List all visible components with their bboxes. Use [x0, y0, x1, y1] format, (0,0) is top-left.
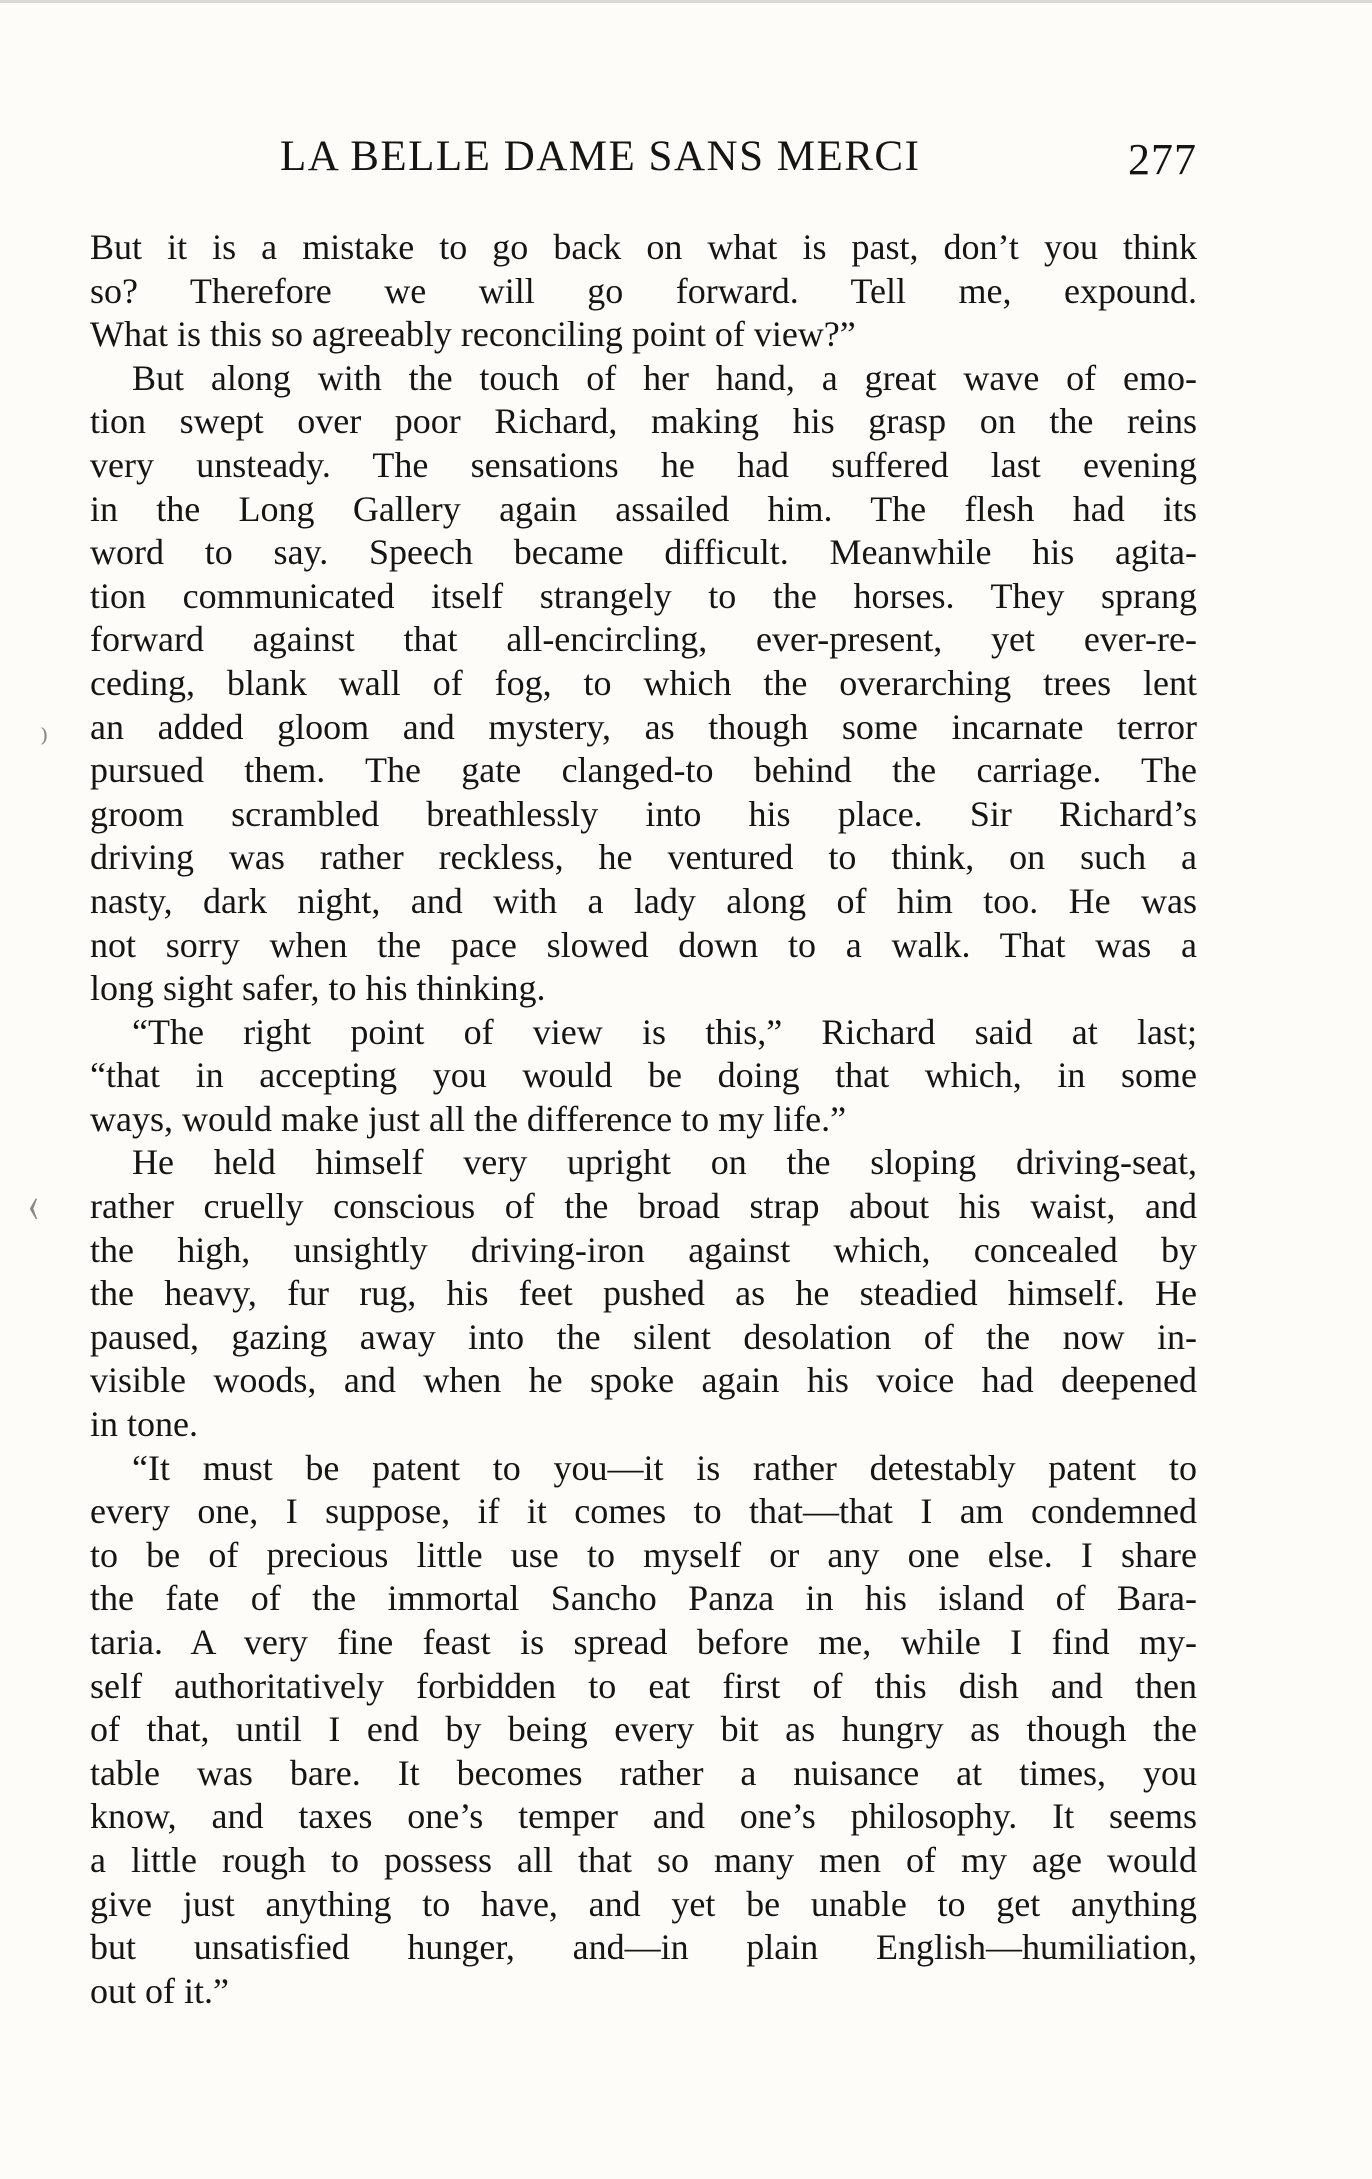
text-line: groom scrambled breathlessly into his place. Sir Richard’s	[90, 793, 1197, 834]
text-line: the high, unsightly driving-iron against which, concealed by	[90, 1229, 1197, 1270]
text-line: pursued them. The gate clanged-to behind the carriage. The	[90, 750, 1197, 791]
text-line: every one, I suppose, if it comes to that—that I am condemned	[90, 1491, 1197, 1532]
running-head: LA BELLE DAME SANS MERCI	[280, 133, 921, 180]
text-line: “that in accepting you would be doing that which, in some	[90, 1055, 1197, 1096]
text-line: not sorry when the pace slowed down to a walk. That was a	[90, 924, 1197, 965]
text-line: a little rough to possess all that so many men of my age would	[90, 1839, 1197, 1880]
text-line: “It must be patent to you—it is rather detestably patent to	[132, 1447, 1197, 1488]
text-line: an added gloom and mystery, as though some incarnate terror	[90, 706, 1197, 747]
body-text	[90, 226, 1197, 2013]
text-line: know, and taxes one’s temper and one’s philosophy. It seems	[90, 1796, 1197, 1837]
text-line: tion swept over poor Richard, making his grasp on the reins	[90, 401, 1197, 442]
text-line: out of it.”	[90, 1970, 229, 2011]
text-line: self authoritatively forbidden to eat first of this dish and then	[90, 1665, 1197, 1706]
text-line: ceding, blank wall of fog, to which the overarching trees lent	[90, 662, 1197, 703]
text-line: give just anything to have, and yet be unable to get anything	[90, 1883, 1197, 1924]
page-header	[90, 132, 1197, 188]
text-line: word to say. Speech became difficult. Meanwhile his agita-	[90, 532, 1197, 573]
text-line: very unsteady. The sensations he had suffered last evening	[90, 444, 1197, 485]
text-line: But it is a mistake to go back on what is past, don’t you think	[90, 227, 1197, 267]
text-line: taria. A very fine feast is spread before me, while I find my-	[90, 1622, 1197, 1662]
text-line: table was bare. It becomes rather a nuisance at times, you	[90, 1752, 1197, 1793]
text-line: ways, would make just all the difference to my life.”	[90, 1098, 847, 1139]
text-line: visible woods, and when he spoke again his voice had deepened	[90, 1360, 1197, 1401]
text-line: But along with the touch of her hand, a great wave of emo-	[132, 357, 1197, 398]
text-line: to be of precious little use to myself or any one else. I share	[90, 1534, 1197, 1575]
text-line: forward against that all-encircling, ever-present, yet ever-re-	[90, 619, 1197, 660]
text-line: He held himself very upright on the sloping driving-seat,	[132, 1142, 1197, 1183]
text-line: What is this so agreeably reconciling point of view?”	[90, 314, 856, 355]
text-line: so? Therefore we will go forward. Tell me, expound.	[90, 270, 1197, 311]
text-line: long sight safer, to his thinking.	[90, 968, 546, 1009]
text-line: in the Long Gallery again assailed him. The flesh had its	[90, 488, 1197, 529]
text-line: rather cruelly conscious of the broad strap about his waist, and	[90, 1186, 1197, 1227]
text-line: but unsatisfied hunger, and—in plain English—humiliation,	[90, 1927, 1197, 1968]
text-line: in tone.	[90, 1404, 198, 1445]
text-line: nasty, dark night, and with a lady along of him too. He was	[90, 880, 1197, 921]
text-line: of that, until I end by being every bit as hungry as though the	[90, 1709, 1197, 1750]
text-line: paused, gazing away into the silent desolation of the now in-	[90, 1316, 1197, 1357]
text-line: driving was rather reckless, he ventured to think, on such a	[90, 837, 1197, 878]
margin-mark: ‹	[28, 1174, 40, 1234]
page-number: 277	[1128, 135, 1197, 184]
margin-mark: ⁾	[40, 724, 49, 761]
text-line: the fate of the immortal Sancho Panza in his island of Bara-	[90, 1578, 1197, 1619]
text-line: tion communicated itself strangely to the horses. They sprang	[90, 575, 1197, 616]
page-top-edge	[0, 0, 1372, 3]
text-line: “The right point of view is this,” Richard said at last;	[132, 1011, 1197, 1052]
text-line: the heavy, fur rug, his feet pushed as he steadied himself. He	[90, 1273, 1197, 1314]
